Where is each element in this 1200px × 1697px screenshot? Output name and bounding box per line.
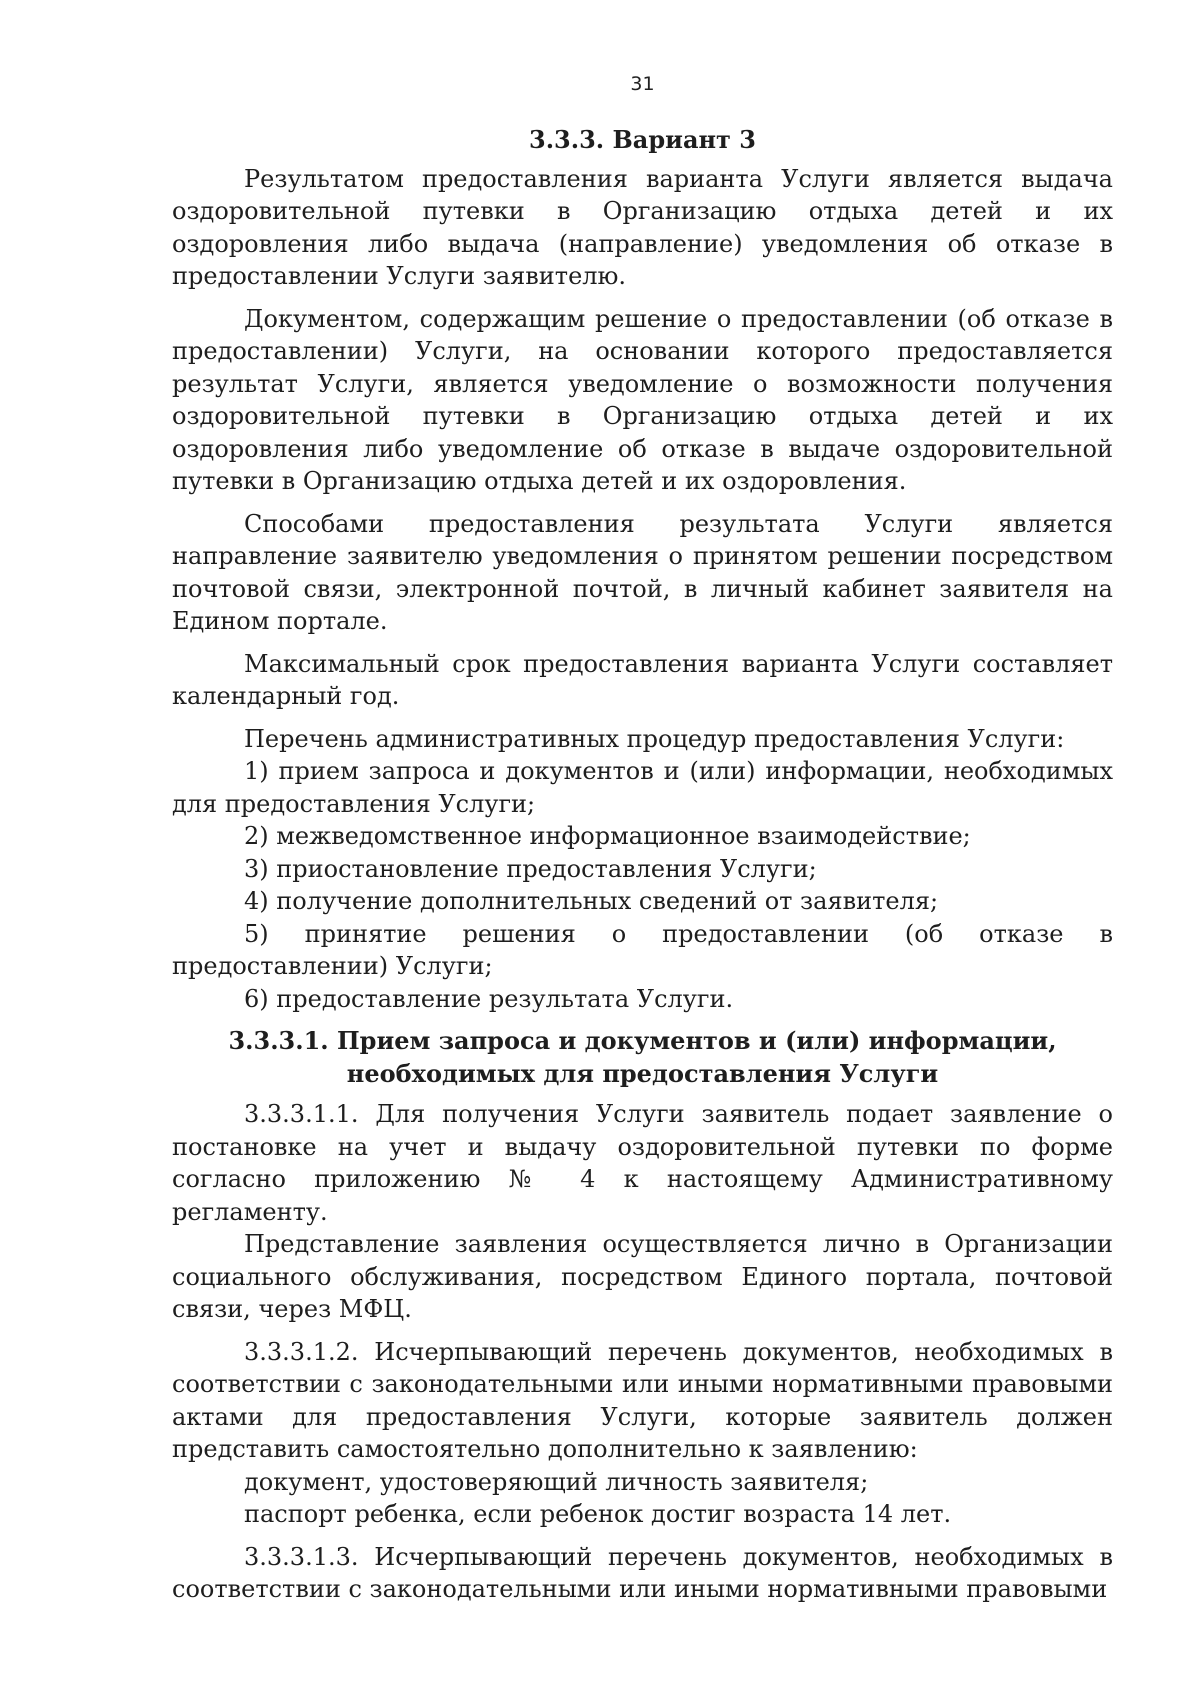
paragraph-decision-document: Документом, содержащим решение о предоставлении (об отказе в предоставлении) Услуги, на основании которого предоставляется результат Услуги, является уведомление о возможности получения оздоровительной путевки в Организацию отдыха детей и их оздоровления либо уведомление об отказе в выдаче оздоровительной путевки в Организацию отдыха детей и их оздоровления.: [172, 304, 1113, 495]
paragraph-submission-methods: Представление заявления осуществляется лично в Организации социального обслуживания, посредством Единого портала, почтовой связи, через МФЦ.: [172, 1230, 1113, 1323]
paragraph-max-term: Максимальный срок предоставления варианта Услуги составляет календарный год.: [172, 649, 1113, 710]
list-item: 1) прием запроса и документов и (или) информации, необходимых для предоставления Услуги;: [172, 757, 1113, 818]
list-item: 4) получение дополнительных сведений от заявителя;: [244, 887, 939, 915]
section-heading-3-3-3-1: 3.3.3.1. Прием запроса и документов и (или) информации, необходимых для предоставления Услуги: [228, 1026, 1057, 1088]
paragraph-3-3-3-1-1: 3.3.3.1.1. Для получения Услуги заявитель подает заявление о постановке на учет и выдачу оздоровительной путевки по форме согласно приложению № 4 к настоящему Административному регламенту.: [172, 1100, 1113, 1226]
list-item: документ, удостоверяющий личность заявителя;: [244, 1467, 869, 1496]
procedures-list: [172, 755, 1113, 1015]
list-item: 3) приостановление предоставления Услуги;: [244, 854, 817, 883]
list-item: паспорт ребенка, если ребенок достиг возраста 14 лет.: [244, 1500, 952, 1528]
section-heading-3-3-3: 3.3.3. Вариант 3: [529, 125, 756, 154]
list-item: 2) межведомственное информационное взаимодействие;: [244, 822, 971, 850]
paragraph-3-3-3-1-3: 3.3.3.1.3. Исчерпывающий перечень документов, необходимых в соответствии с законодательными или иными нормативными правовыми: [172, 1542, 1113, 1603]
paragraph-result-methods: Способами предоставления результата Услуги является направление заявителю уведомления о принятом решении посредством почтовой связи, электронной почтой, в личный кабинет заявителя на Едином портале.: [172, 509, 1113, 635]
paragraph-3-3-3-1-2: 3.3.3.1.2. Исчерпывающий перечень документов, необходимых в соответствии с законодательными или иными нормативными правовыми актами для предоставления Услуги, которые заявитель должен представить самостоятельно дополнительно к заявлению:: [172, 1337, 1113, 1463]
list-item: 5) принятие решения о предоставлении (об отказе в предоставлении) Услуги;: [172, 919, 1113, 980]
paragraph-result: Результатом предоставления варианта Услуги является выдача оздоровительной путевки в Организацию отдыха детей и их оздоровления либо выдача (направление) уведомления об отказе в предоставлении Услуги заявителю.: [172, 164, 1113, 290]
page-content: [172, 124, 1113, 1606]
list-item: 6) предоставление результата Услуги.: [244, 984, 734, 1013]
page-number: 31: [630, 73, 655, 95]
procedures-intro: Перечень административных процедур предоставления Услуги:: [244, 724, 1065, 753]
